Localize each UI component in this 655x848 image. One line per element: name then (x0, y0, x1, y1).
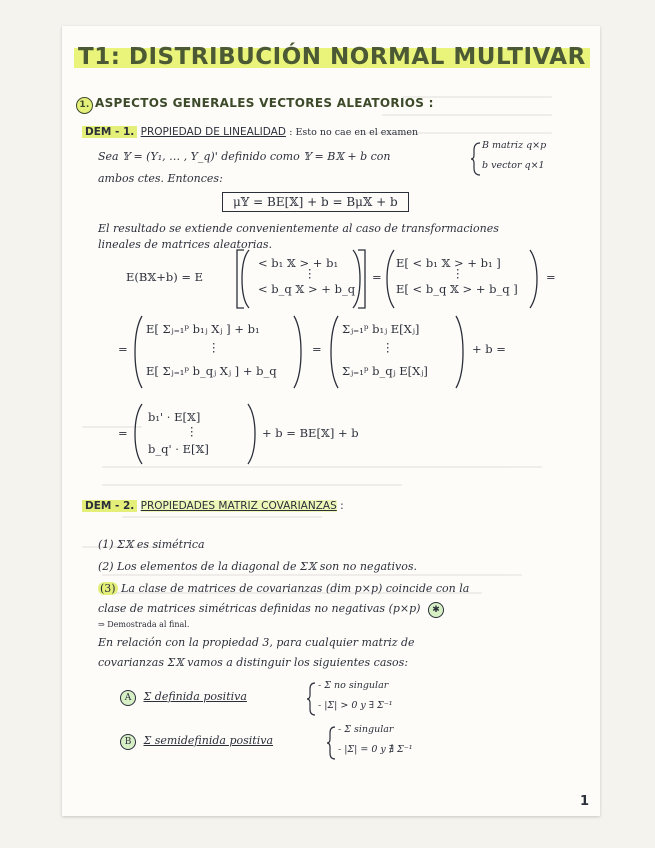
eq3-bottom-entry: b_q' · E[𝕏] (148, 442, 209, 456)
dem1-note: : Esto no cae en el examen (289, 127, 419, 138)
dem1-title: PROPIEDAD DE LINEALIDAD (140, 126, 286, 138)
bracket-left-icon (234, 248, 256, 310)
dem2-heading (82, 500, 344, 512)
property-3 (98, 582, 469, 595)
eq2-r-bottom-entry: Σⱼ₌₁ᵖ b_qⱼ E[Xⱼ] (342, 364, 428, 378)
bracket-right-icon (346, 248, 368, 310)
dem1-line4: lineales de matrices aleatorias. (98, 238, 273, 251)
case-A (120, 690, 247, 706)
case-A-condition-2: - |Σ| > 0 y ∃ Σ⁻¹ (318, 700, 393, 711)
eq2-top-entry: E[ Σⱼ₌₁ᵖ b₁ⱼ Xⱼ ] + b₁ (146, 322, 260, 336)
paren-left-icon (132, 402, 144, 466)
dem1-heading (82, 126, 418, 138)
eq2-plus-b: + b = (472, 342, 506, 356)
paren-right-icon (292, 314, 304, 390)
relation-line-2: covarianzas Σ𝕏 vamos a distinguir los siguientes casos: (98, 656, 409, 669)
relation-line-1: En relación con la propiedad 3, para cualquier matriz de (98, 636, 415, 649)
eq2-vdots: ⋮ (208, 340, 220, 354)
property-2: (2) Los elementos de la diagonal de Σ𝕏 son no negativos. (98, 560, 417, 573)
eq3-top-entry: b₁' · E[𝕏] (148, 410, 201, 424)
eq1-r-top-entry: E[ < b₁ 𝕏 > + b₁ ] (396, 256, 501, 270)
case-A-condition-1: - Σ no singular (318, 680, 389, 691)
eq2-bottom-entry: E[ Σⱼ₌₁ᵖ b_qⱼ Xⱼ ] + b_q (146, 364, 277, 378)
eq2-r-top-entry: Σⱼ₌₁ᵖ b₁ⱼ E[Xⱼ] (342, 322, 420, 336)
brace-vector-b: b vector q×1 (482, 160, 545, 171)
case-B-marker: B (120, 734, 136, 750)
eq1-equals: = (372, 270, 382, 284)
eq1-left: E(B𝕏+b) = E (126, 270, 204, 284)
brace-icon (306, 682, 316, 716)
proof-note: ⇒ Demostrada al final. (98, 620, 190, 629)
case-A-marker: A (120, 690, 136, 706)
page-title: T1: DISTRIBUCIÓN NORMAL MULTIVAR (74, 44, 590, 70)
star-mark-icon: ✱ (428, 602, 444, 618)
section-label: ASPECTOS GENERALES VECTORES ALEATORIOS : (95, 96, 434, 110)
section-number: 1. (76, 97, 93, 114)
brace-icon (326, 726, 336, 760)
page-number: 1 (580, 794, 590, 809)
paren-right-icon (528, 248, 540, 310)
eq1-r-vdots: ⋮ (452, 266, 464, 280)
dem1-line1: Sea 𝕐 = (Y₁, … , Y_q)' definido como 𝕐 = B𝕏 + b con (98, 150, 391, 163)
eq1-vdots: ⋮ (304, 266, 316, 280)
eq2-mid-equals: = (312, 342, 322, 356)
paren-left-icon (132, 314, 144, 390)
brace-matrix-B: B matriz q×p (482, 140, 547, 151)
case-B (120, 734, 273, 750)
dem2-colon: : (340, 500, 344, 512)
eq3-vdots: ⋮ (186, 424, 198, 438)
dem2-label: DEM - 2. (82, 500, 137, 512)
eq2-equals: = (118, 342, 128, 356)
case-B-title: Σ semidefinida positiva (143, 734, 274, 747)
notebook-page (62, 26, 600, 816)
section-heading (76, 96, 434, 114)
property-3-continued: clase de matrices simétricas definidas no negativas (p×p) ✱ (98, 602, 448, 618)
property-1: (1) Σ𝕏 es simétrica (98, 538, 205, 551)
eq2-r-vdots: ⋮ (382, 340, 394, 354)
brace-icon (470, 142, 482, 176)
eq3-result: + b = BE[𝕏] + b (262, 426, 359, 440)
linearity-result-box: μ𝕐 = BE[𝕏] + b = Bμ𝕏 + b (222, 192, 409, 212)
eq3-equals: = (118, 426, 128, 440)
case-B-condition-2: - |Σ| = 0 y ∄ Σ⁻¹ (338, 744, 413, 755)
dem2-title: PROPIEDADES MATRIZ COVARIANZAS (140, 500, 337, 512)
dem1-line3: El resultado se extiende convenientemente al caso de transformaciones (98, 222, 499, 235)
eq1-trailing-equals: = (546, 270, 556, 284)
dem1-line2: ambos ctes. Entonces: (98, 172, 223, 185)
paren-right-icon (246, 402, 258, 466)
case-B-condition-1: - Σ singular (338, 724, 394, 735)
case-A-title: Σ definida positiva (143, 690, 247, 703)
paren-left-icon (384, 248, 396, 310)
property-3-number: (3) (100, 582, 116, 595)
paren-right-icon (454, 314, 466, 390)
property-3-text: La clase de matrices de covarianzas (dim p×p) coincide con la (121, 582, 470, 595)
paren-left-icon (328, 314, 340, 390)
eq1-bottom-entry: < b_q 𝕏 > + b_q (258, 282, 356, 296)
eq1-top-entry: < b₁ 𝕏 > + b₁ (258, 256, 339, 270)
eq1-r-bottom-entry: E[ < b_q 𝕏 > + b_q ] (396, 282, 518, 296)
dem1-label: DEM - 1. (82, 126, 137, 138)
